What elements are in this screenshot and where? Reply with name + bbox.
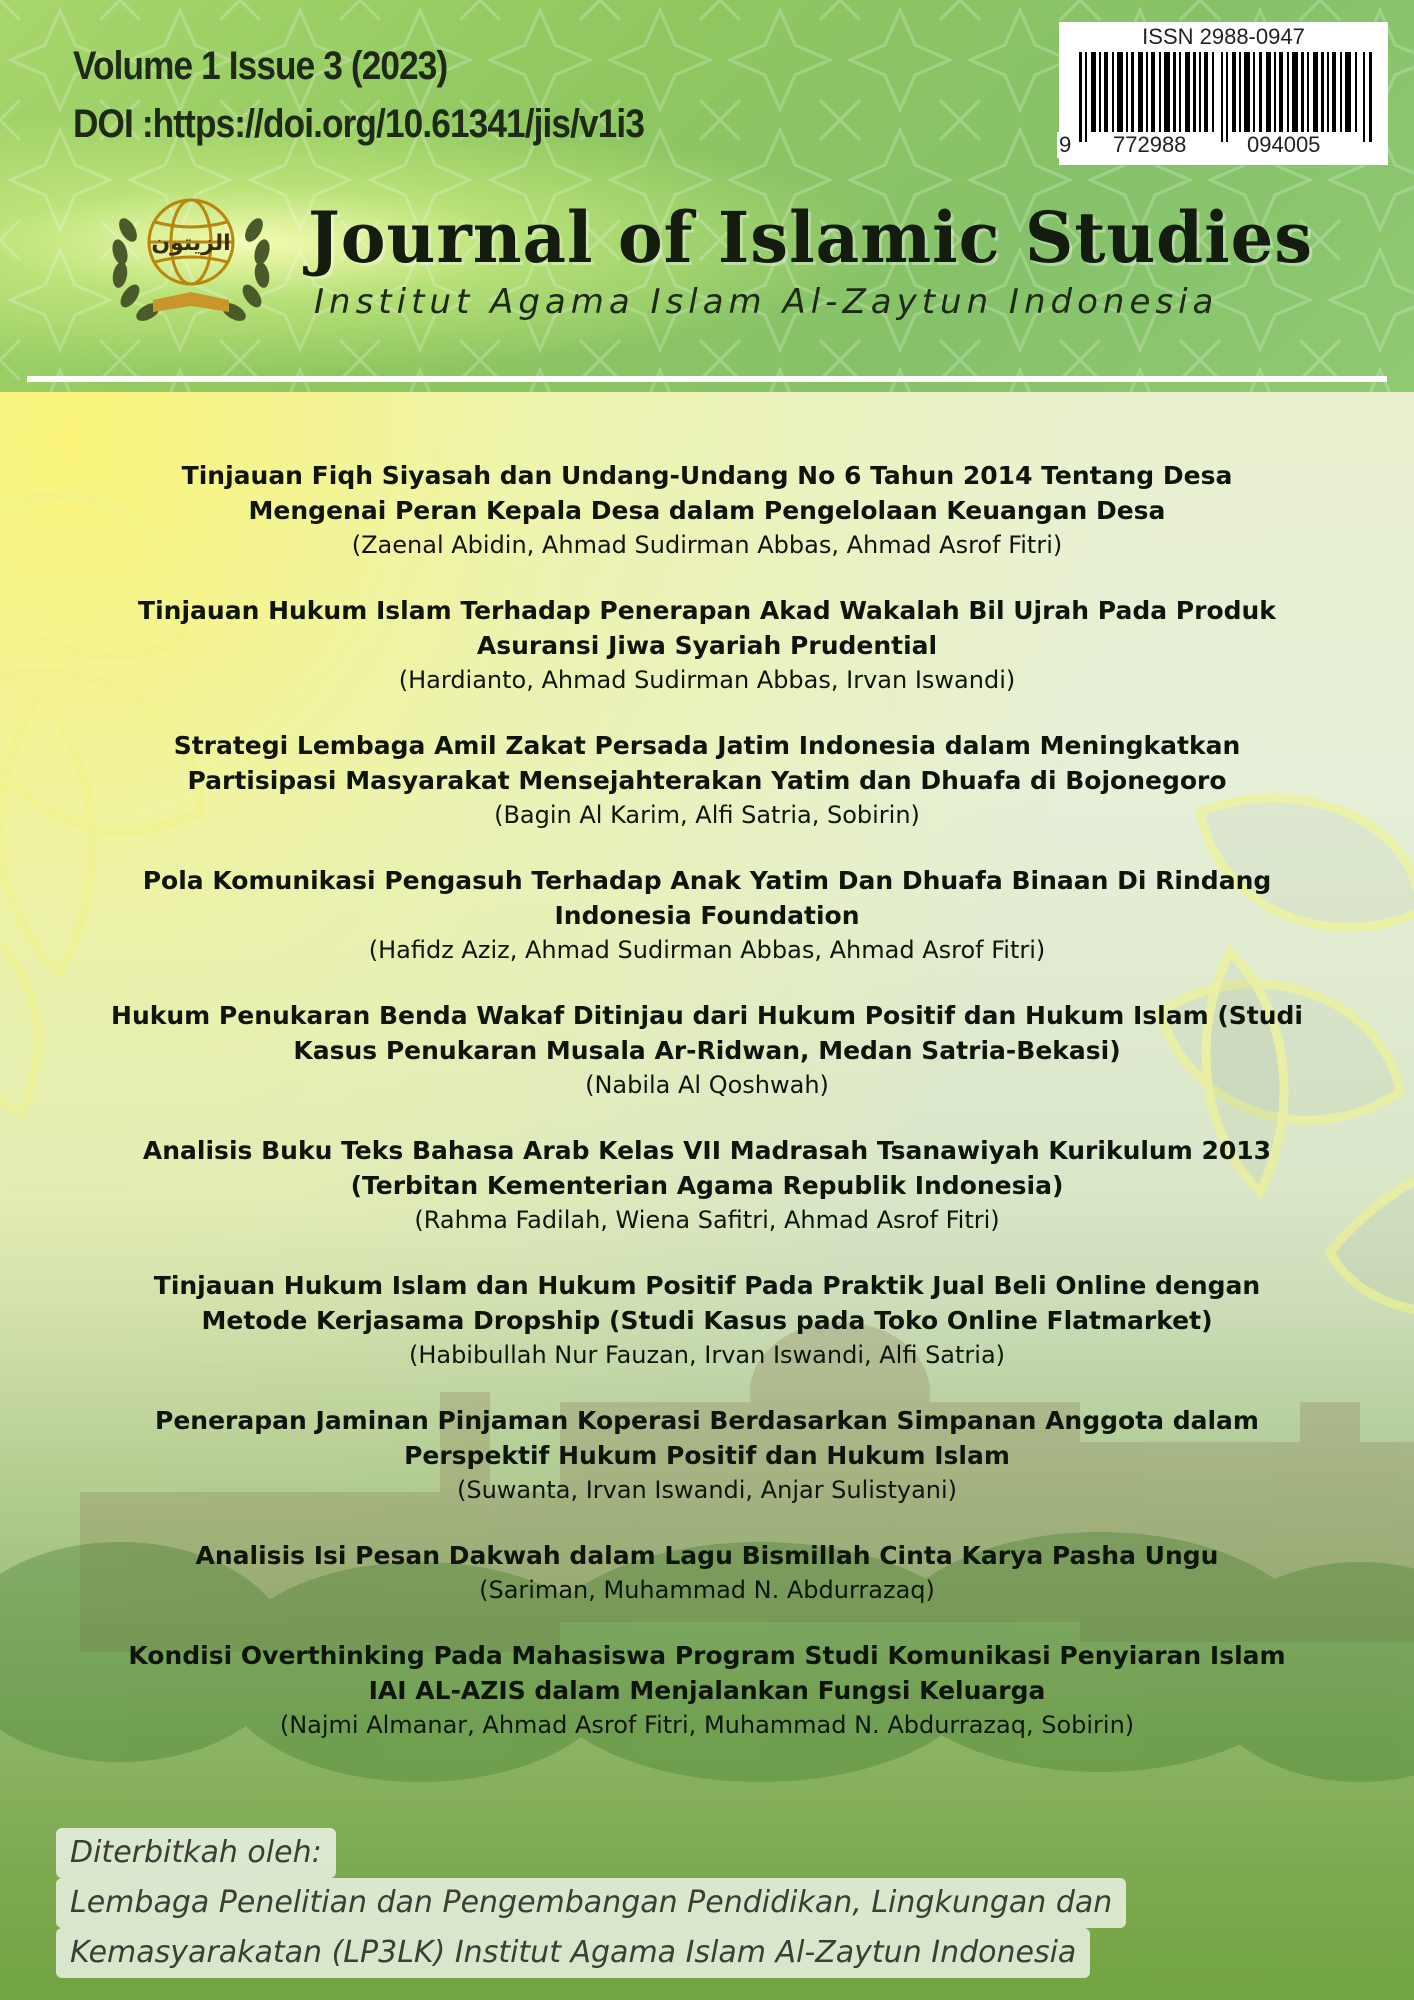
article-authors: (Bagin Al Karim, Alfi Satria, Sobirin) xyxy=(494,801,920,829)
publisher-line-1: Lembaga Penelitian dan Pengembangan Pendidikan, Lingkungan dan xyxy=(56,1878,1126,1928)
journal-title: Journal of Islamic Studies xyxy=(308,196,1314,279)
article-authors: (Najmi Almanar, Ahmad Asrof Fitri, Muhammad N. Abdurrazaq, Sobirin) xyxy=(279,1711,1135,1739)
article-title: Analisis Buku Teks Bahasa Arab Kelas VII Madrasah Tsanawiyah Kurikulum 2013 (Terbitan Kementerian Agama Republik Indonesia) xyxy=(142,1136,1272,1200)
barcode-digits-right: 094005 xyxy=(1243,132,1324,158)
article-authors: (Rahma Fadilah, Wiena Safitri, Ahmad Asrof Fitri) xyxy=(414,1206,1000,1234)
article-list xyxy=(110,458,1304,1773)
article-title: Kondisi Overthinking Pada Mahasiswa Program Studi Komunikasi Penyiaran Islam IAI AL-AZIS dalam Menjalankan Fungsi Keluarga xyxy=(128,1641,1286,1705)
barcode-icon xyxy=(1079,52,1376,142)
article-item[interactable] xyxy=(110,728,1304,833)
article-item[interactable] xyxy=(110,1638,1304,1743)
article-item[interactable] xyxy=(110,593,1304,698)
book-icon xyxy=(153,292,229,312)
article-item[interactable] xyxy=(110,1538,1304,1608)
cover-header xyxy=(0,0,1414,392)
publisher-block xyxy=(56,1828,1126,1978)
issn-barcode xyxy=(1059,22,1388,165)
article-authors: (Nabila Al Qoshwah) xyxy=(585,1071,829,1099)
left-flower-petal-3 xyxy=(1,692,92,972)
article-title: Hukum Penukaran Benda Wakaf Ditinjau dari Hukum Positif dan Hukum Islam (Studi Kasus Penukaran Musala Ar-Ridwan, Medan Satria-Bekasi) xyxy=(111,1001,1303,1065)
logo-arabic-text: الزيتون xyxy=(151,231,231,256)
article-title: Tinjauan Hukum Islam dan Hukum Positif Pada Praktik Jual Beli Online dengan Metode Kerjasama Dropship (Studi Kasus pada Toko Online Flatmarket) xyxy=(153,1271,1261,1335)
article-title: Analisis Isi Pesan Dakwah dalam Lagu Bismillah Cinta Karya Pasha Ungu xyxy=(195,1541,1219,1570)
article-authors: (Habibullah Nur Fauzan, Irvan Iswandi, Alfi Satria) xyxy=(408,1341,1006,1369)
article-title: Strategi Lembaga Amil Zakat Persada Jatim Indonesia dalam Meningkatkan Partisipasi Masyarakat Mensejahterakan Yatim dan Dhuafa di Bojonegoro xyxy=(173,731,1241,795)
article-title: Pola Komunikasi Pengasuh Terhadap Anak Yatim Dan Dhuafa Binaan Di Rindang Indonesia Foundation xyxy=(142,866,1272,930)
doi-link[interactable]: DOI :https://doi.org/10.61341/jis/v1i3 xyxy=(73,102,645,146)
article-authors: (Hafidz Aziz, Ahmad Sudirman Abbas, Ahmad Asrof Fitri) xyxy=(368,936,1046,964)
article-title: Penerapan Jaminan Pinjaman Koperasi Berdasarkan Simpanan Anggota dalam Perspektif Hukum Positif dan Hukum Islam xyxy=(155,1406,1259,1470)
publisher-line-2: Kemasyarakatan (LP3LK) Institut Agama Islam Al-Zaytun Indonesia xyxy=(56,1928,1090,1978)
publisher-label: Diterbitkah oleh: xyxy=(56,1828,336,1878)
article-title: Tinjauan Fiqh Siyasah dan Undang-Undang No 6 Tahun 2014 Tentang Desa Mengenai Peran Kepala Desa dalam Pengelolaan Keuangan Desa xyxy=(181,461,1233,525)
tower-right xyxy=(1300,1402,1360,1532)
issn-label: ISSN 2988-0947 xyxy=(1142,24,1305,49)
article-item[interactable] xyxy=(110,1133,1304,1238)
article-item[interactable] xyxy=(110,998,1304,1103)
article-item[interactable] xyxy=(110,458,1304,563)
right-flower-petal-4 xyxy=(1330,1172,1414,1312)
article-authors: (Zaenal Abidin, Ahmad Sudirman Abbas, Ahmad Asrof Fitri) xyxy=(351,531,1063,559)
article-item[interactable] xyxy=(110,1403,1304,1508)
volume-issue: Volume 1 Issue 3 (2023) xyxy=(73,44,448,88)
header-divider xyxy=(27,376,1387,382)
article-title: Tinjauan Hukum Islam Terhadap Penerapan Akad Wakalah Bil Ujrah Pada Produk Asuransi Jiwa Syariah Prudential xyxy=(138,596,1276,660)
institute-name: Institut Agama Islam Al-Zaytun Indonesia xyxy=(314,282,1219,322)
article-item[interactable] xyxy=(110,1268,1304,1373)
barcode-digit-prefix: 9 xyxy=(1059,132,1072,157)
article-authors: (Suwanta, Irvan Iswandi, Anjar Sulistyani) xyxy=(456,1476,958,1504)
article-authors: (Hardianto, Ahmad Sudirman Abbas, Irvan Iswandi) xyxy=(398,666,1016,694)
article-authors: (Sariman, Muhammad N. Abdurrazaq) xyxy=(479,1576,935,1604)
journal-logo xyxy=(98,170,284,342)
article-item[interactable] xyxy=(110,863,1304,968)
barcode-digits-left: 772988 xyxy=(1109,132,1190,158)
